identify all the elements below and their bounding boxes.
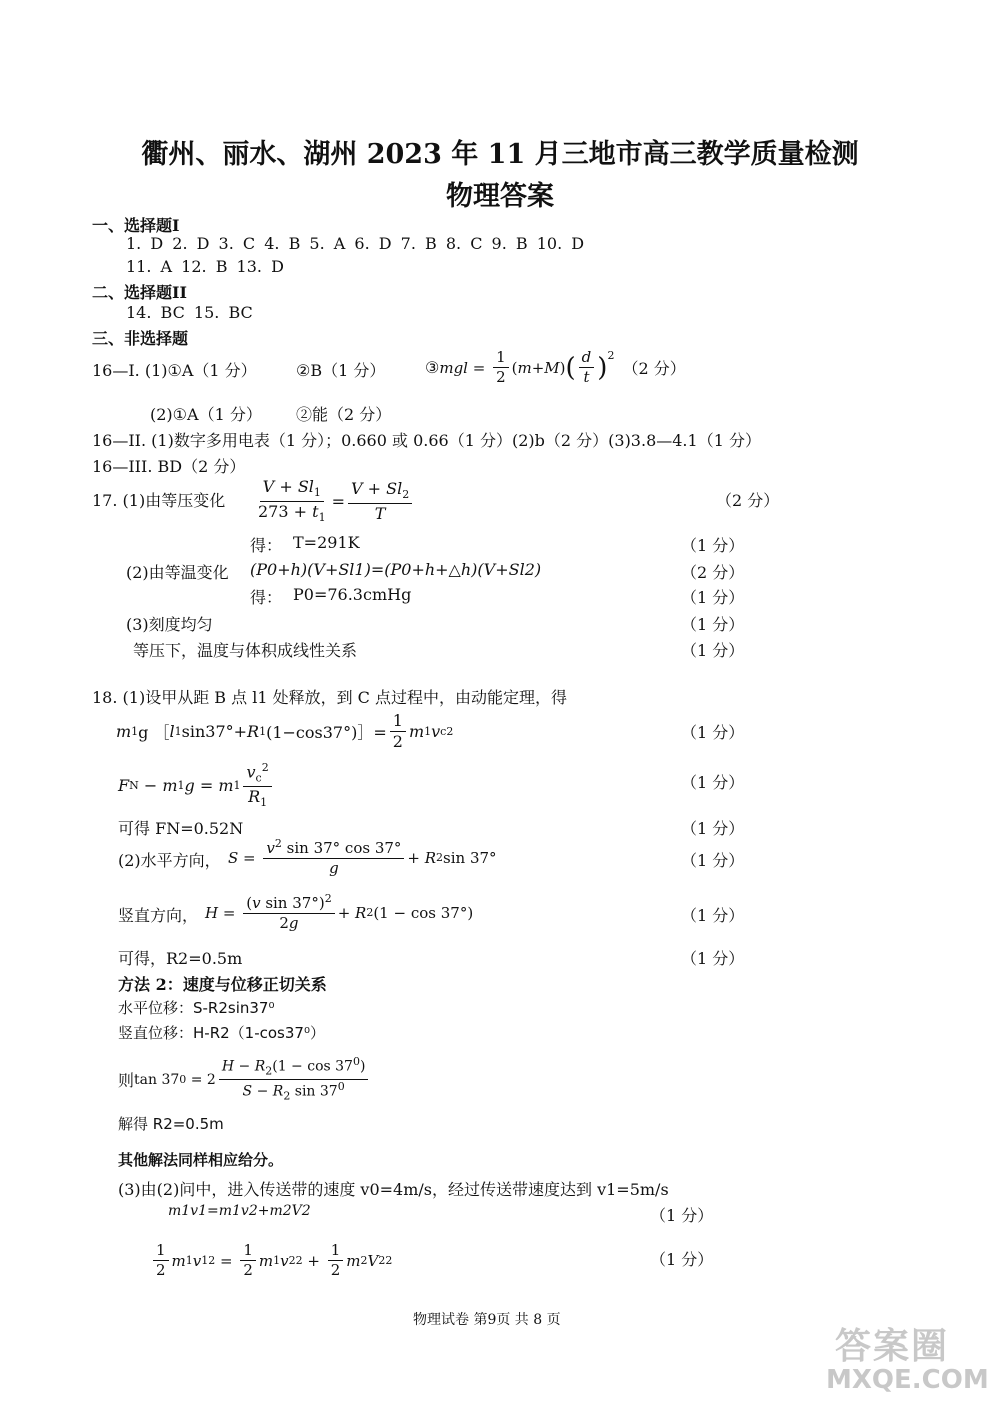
q18-tan-equation: tan 37 0 = 2 $\frac{H - R_2(1 - \cos 37^0)}{S - R_2 \sin 37^0}$ (134, 1056, 371, 1103)
q17-isobaric-equation: $\frac{V + Sl_1}{273 + t_1}$ = $\frac{V + Sl_2}{T}$ (252, 478, 415, 525)
page-subtitle: 物理答案 (446, 181, 554, 212)
q18-part2-vertical: 竖直方向， (118, 906, 199, 925)
q18-score-7: （1 分） (650, 1206, 714, 1225)
watermark-url: MXQE.COM (826, 1365, 989, 1395)
section-heading-2: 二、选择题II (92, 283, 187, 302)
q17-de-2: 得： (250, 588, 283, 607)
q18-horizontal-equation: S = $\frac{v^2 \sin 37^\circ \cos 37^\circ}{g}$ + R 2 sin 37° (228, 837, 497, 878)
q18-part2-horizontal: (2)水平方向， (118, 851, 221, 870)
q17-score-6: （1 分） (681, 641, 745, 660)
q17-part3: (3)刻度均匀 (126, 615, 213, 634)
q18-score-4: （1 分） (681, 851, 745, 870)
q18-part3-intro: (3)由(2)问中，进入传送带的速度 v0=4m/s，经过传送带速度达到 v1=5m/s (118, 1180, 669, 1199)
q16-i-part3 (425, 349, 686, 387)
q17-label: 17. (1)由等压变化 (92, 491, 226, 510)
q17-de-1: 得： (250, 536, 283, 555)
q18-method2-tan-line (118, 1056, 371, 1103)
q17-score-4: （1 分） (681, 588, 745, 607)
page-footer: 物理试卷 第9页 共 8 页 (413, 1312, 561, 1328)
q18-result-2: 可得，R2=0.5m (118, 949, 243, 968)
q18-score-2: （1 分） (681, 773, 745, 792)
q18-method2-result: 解得 R2=0.5m (118, 1115, 224, 1133)
section-heading-1: 一、选择题I (92, 216, 180, 235)
q17-result-1: T=291K (293, 533, 360, 552)
q18-score-3: （1 分） (681, 819, 745, 838)
q18-force-equation: F N − m 1 g = m 1 $\frac{v_c^2}{R_1}$ (118, 762, 275, 810)
q16-i-part2: ②B（1 分） (296, 361, 386, 380)
q17-score-3: （2 分） (681, 563, 745, 582)
q18-score-1: （1 分） (681, 723, 745, 742)
q18-momentum-equation: m1v1=m1v2+m2V2 (168, 1203, 311, 1219)
q18-method2-ze: 则 (118, 1071, 135, 1091)
q16-energy-equation: mgl = $\frac{1}{2}$ ( m + M ) ( $\frac{d}{t}$ ) $^2$ (439, 348, 615, 387)
q18-score-8: （1 分） (650, 1250, 714, 1269)
q18-vertical-equation: H = $\frac{(v \sin 37^\circ)^2}{2g}$ + R 2 (1 − cos 37°) (205, 892, 474, 933)
q18-kinetic-energy-equation: $\frac{1}{2}$ m 1 v 1 2 = $\frac{1}{2}$ m 1 v 2 2 + $\frac{1}{2}$ m 2 V 2 2 (150, 1242, 392, 1280)
q17-score-2: （1 分） (681, 536, 745, 555)
q17-score-1: （2 分） (716, 491, 780, 510)
q17-part2-label: (2)由等温变化 (126, 563, 229, 582)
q16-i-2-part1: (2)①A（1 分） (150, 405, 262, 424)
q17-score-5: （1 分） (681, 615, 745, 634)
q18-other-methods-note: 其他解法同样相应给分。 (118, 1151, 284, 1169)
watermark-logo-text: 答案圈 (835, 1326, 950, 1367)
section-heading-3: 三、非选择题 (92, 329, 189, 348)
q17-isothermal-equation: (P0+h)(V+Sl1)=(P0+h+△h)(V+Sl2) (250, 560, 542, 579)
q16-i-part3-score: （2 分） (622, 359, 686, 379)
answers-row-3: 14. BC 15. BC (126, 303, 253, 322)
q16-ii: 16—II. (1)数字多用电表（1 分）；0.660 或 0.66（1 分）(2)b（2 分）(3)3.8—4.1（1 分） (92, 431, 761, 450)
q17-part3-reason: 等压下，温度与体积成线性关系 (133, 641, 358, 660)
q18-result-1: 可得 FN=0.52N (118, 819, 244, 838)
q18-method2-horizontal: 水平位移：S-R2sin37⁰ (118, 999, 275, 1017)
q16-i-2-part2: ②能（2 分） (296, 405, 392, 424)
page-title: 衢州、丽水、湖州 2023 年 11 月三地市高三教学质量检测 (141, 139, 859, 170)
q16-i-part3-marker: ③ (425, 358, 440, 378)
answers-row-2: 11. A 12. B 13. D (126, 257, 284, 276)
q16-i-part1: 16—I. (1)①A（1 分） (92, 361, 257, 380)
q18-energy-equation: m 1 g ［ l 1 sin37°+ R 1 (1−cos37°)］= $\frac{1}{2}$ m 1 v c 2 (116, 711, 454, 752)
q18-score-5: （1 分） (681, 906, 745, 925)
answers-row-1: 1. D 2. D 3. C 4. B 5. A 6. D 7. B 8. C 9. B 10. D (126, 234, 585, 253)
q18-intro: 18. (1)设甲从距 B 点 l1 处释放，到 C 点过程中，由动能定理，得 (92, 688, 568, 707)
q17-result-2: P0=76.3cmHg (293, 585, 412, 604)
q18-method2-title: 方法 2：速度与位移正切关系 (118, 975, 327, 994)
q16-iii: 16—III. BD（2 分） (92, 457, 246, 476)
q18-score-6: （1 分） (681, 949, 745, 968)
q18-method2-vertical: 竖直位移：H-R2（1-cos37⁰） (118, 1024, 325, 1042)
